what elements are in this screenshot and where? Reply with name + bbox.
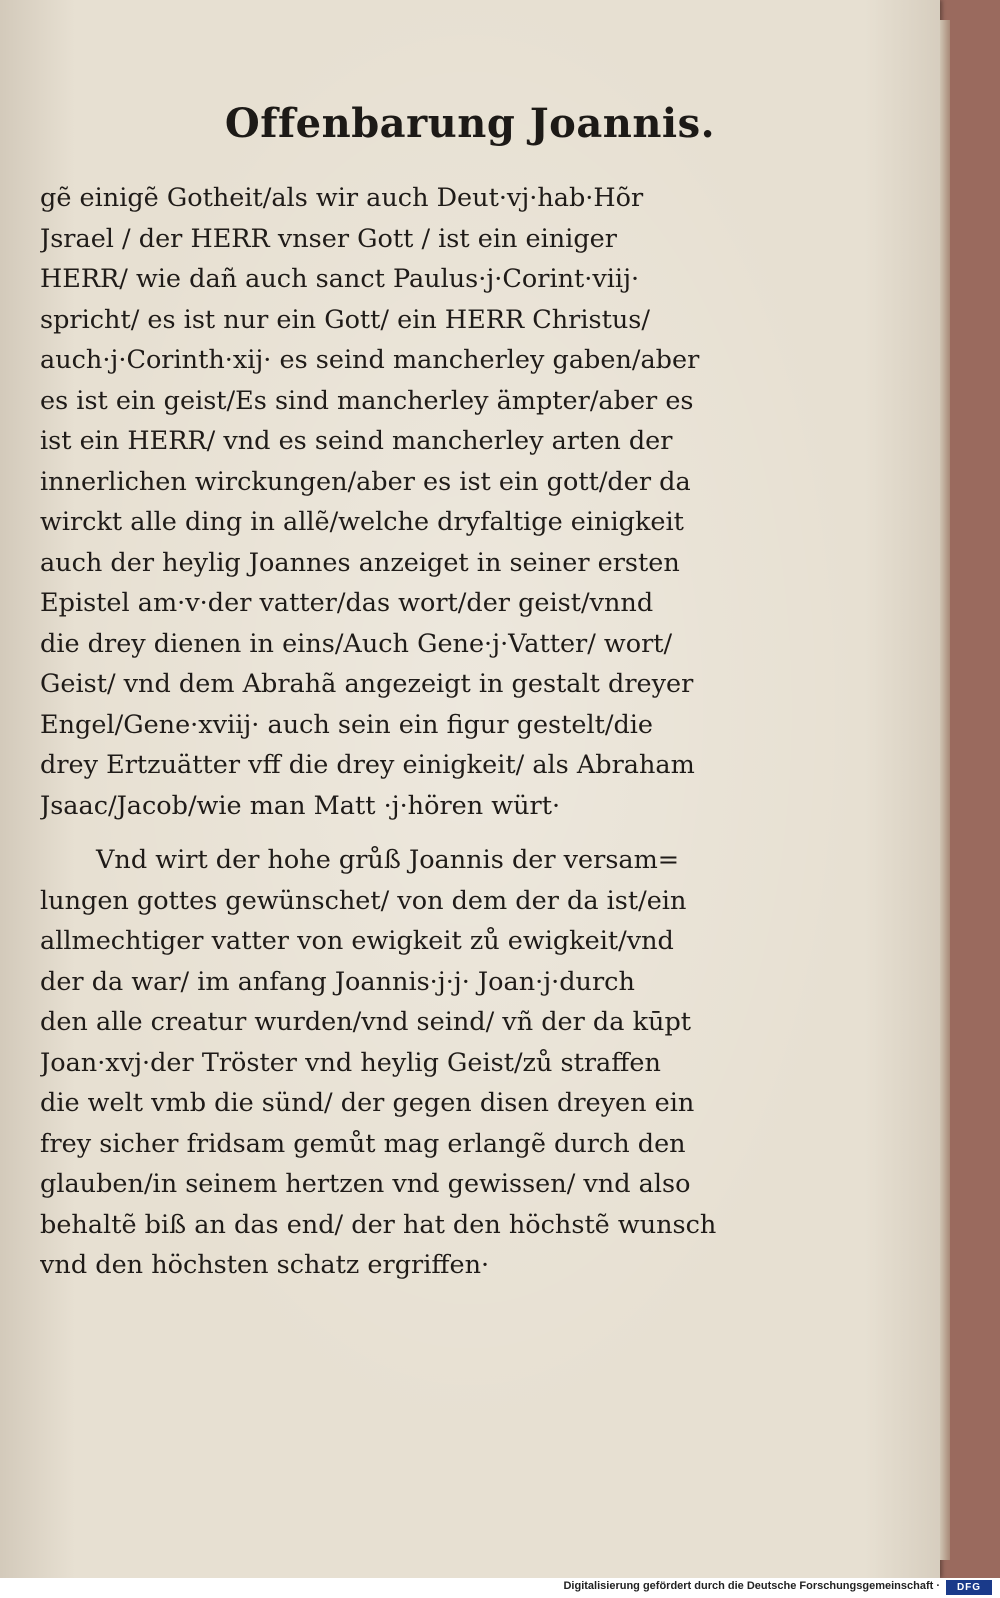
text-line: die welt vmb die sünd/ der gegen disen dreyen ein <box>40 1088 695 1118</box>
text-line: auch·j·Corinth·xij· es seind mancherley gaben/aber <box>40 345 700 375</box>
text-line: gẽ einigẽ Gotheit/als wir auch Deut·vj·hab·Hõr <box>40 183 644 213</box>
text-line: drey Ertzuätter vff die drey einigkeit/ als Abraham <box>40 750 695 780</box>
text-line: innerlichen wirckungen/aber es ist ein gott/der da <box>40 466 691 497</box>
text-line: es ist ein geist/Es sind mancherley ämpter/aber es <box>40 385 694 416</box>
dfg-logo-icon: DFG <box>946 1580 992 1595</box>
paragraph-2 <box>40 840 800 1286</box>
text-line: Vnd wirt der hohe grůß Joannis der versam= <box>96 845 680 875</box>
page-edge <box>940 20 950 1560</box>
text-line: Jsaac/Jacob/wie man Matt ·j·hören würt· <box>40 790 561 821</box>
text-line: glauben/in seinem hertzen vnd gewissen/ vnd also <box>40 1169 691 1199</box>
text-line: vnd den höchsten schatz ergriffen· <box>40 1250 490 1280</box>
footer-strip <box>0 1578 1000 1598</box>
text-line: behaltẽ biß an das end/ der hat den höchstẽ wunsch <box>40 1209 717 1240</box>
text-line: Jsrael / der HERR vnser Gott / ist ein einiger <box>40 223 617 254</box>
text-line: den alle creatur wurden/vnd seind/ vñ der da kūpt <box>40 1007 692 1037</box>
text-line: HERR/ wie dañ auch sanct Paulus·j·Corint·viij· <box>40 264 640 294</box>
text-line: Joan·xvj·der Tröster vnd heylig Geist/zů straffen <box>40 1047 661 1078</box>
text-line: allmechtiger vatter von ewigkeit zů ewigkeit/vnd <box>40 926 674 956</box>
funding-credit: Digitalisierung gefördert durch die Deutsche Forschungsgemeinschaft · <box>563 1580 940 1592</box>
text-line: ist ein HERR/ vnd es seind mancherley arten der <box>40 426 673 456</box>
text-line: die drey dienen in eins/Auch Gene·j·Vatter/ wort/ <box>40 628 673 659</box>
text-line: auch der heylig Joannes anzeiget in seiner ersten <box>40 547 680 578</box>
text-line: lungen gottes gewünschet/ von dem der da ist/ein <box>40 885 687 916</box>
paragraph-1 <box>40 178 800 826</box>
text-line: wirckt alle ding in allẽ/welche dryfaltige einigkeit <box>40 507 684 537</box>
text-line: frey sicher fridsam gemůt mag erlangẽ durch den <box>40 1128 686 1159</box>
text-line: Epistel am·v·der vatter/das wort/der geist/vnnd <box>40 588 654 618</box>
text-line: der da war/ im anfang Joannis·j·j· Joan·j·durch <box>40 966 635 997</box>
text-line: Geist/ vnd dem Abrahã angezeigt in gestalt dreyer <box>40 669 694 699</box>
running-head: Offenbarung Joannis. <box>224 100 716 147</box>
text-line: Engel/Gene·xviij· auch sein ein figur gestelt/die <box>40 709 654 740</box>
text-line: spricht/ es ist nur ein Gott/ ein HERR Christus/ <box>40 304 650 335</box>
